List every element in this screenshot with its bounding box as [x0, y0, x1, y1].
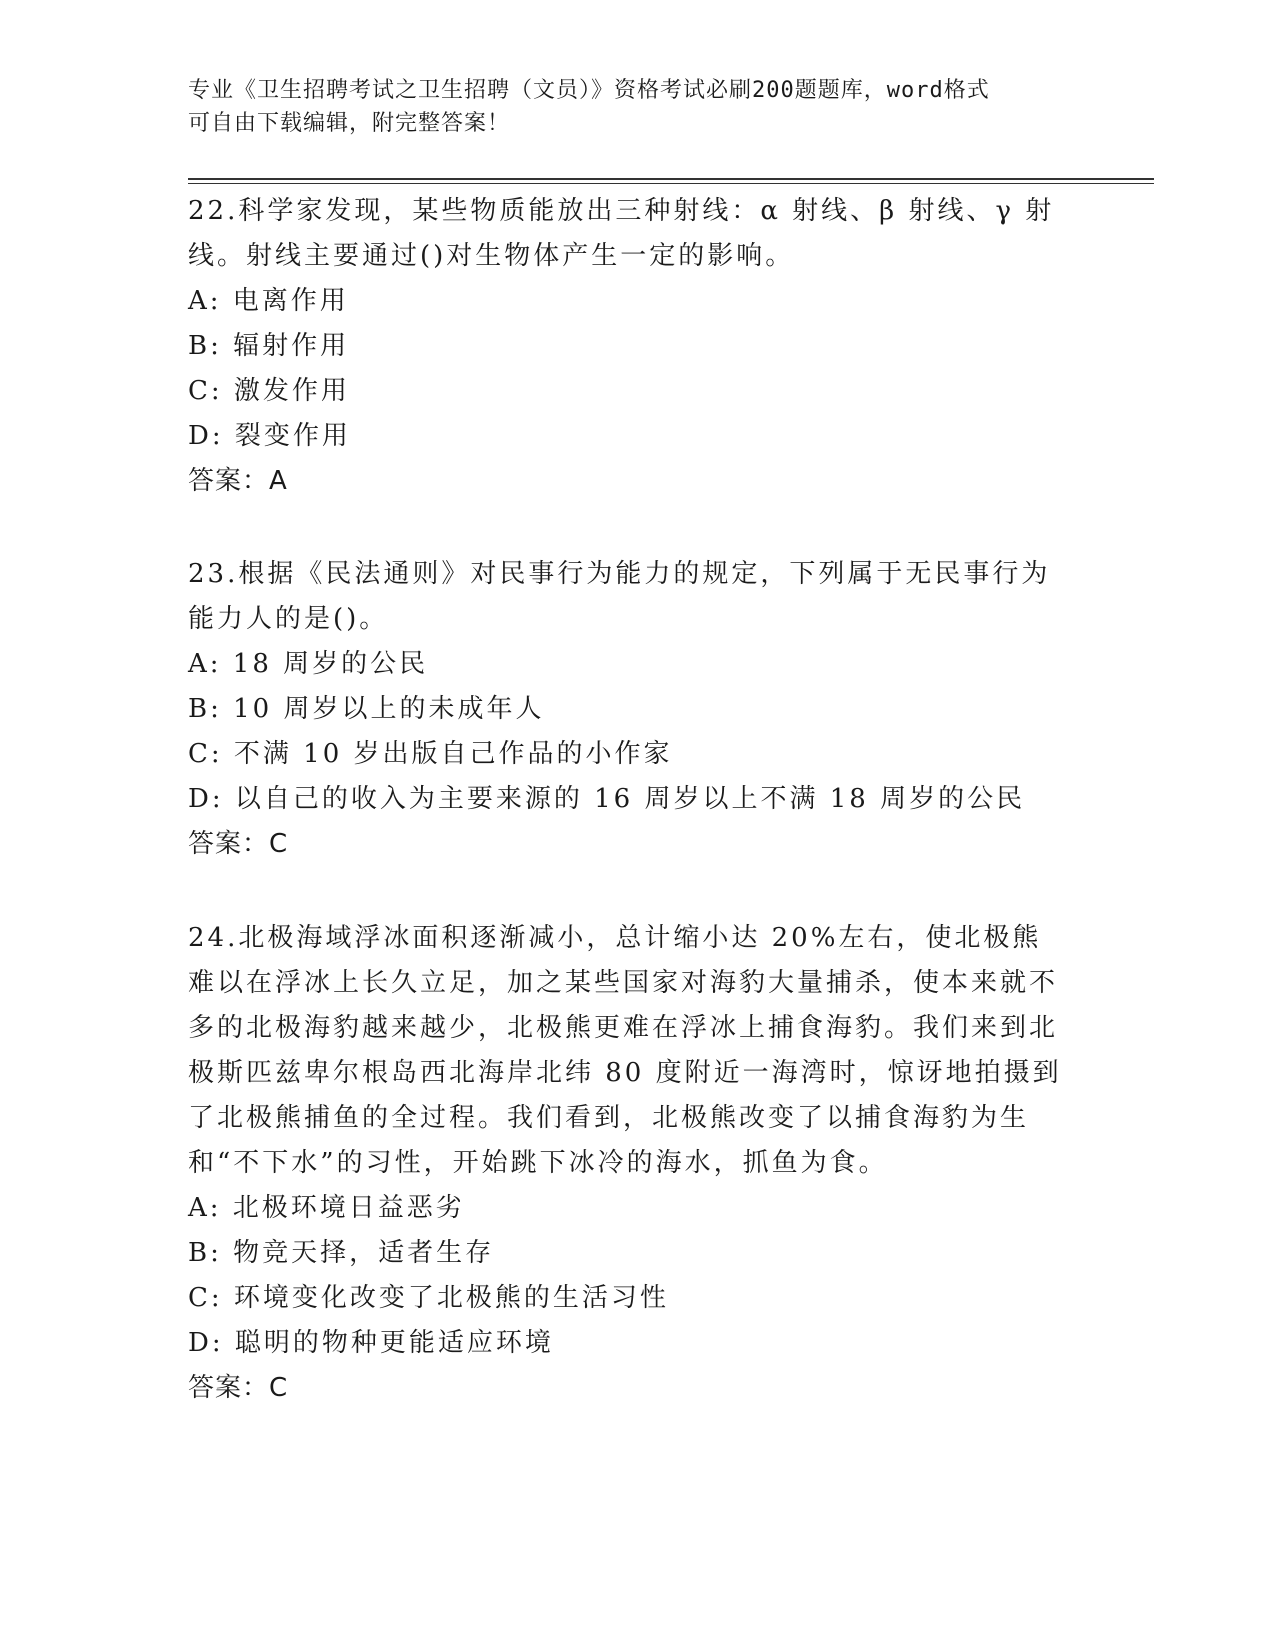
question-22: [188, 189, 1068, 504]
question-stem: 22.科学家发现，某些物质能放出三种射线：α 射线、β 射线、γ 射线。射线主要通过()对生物体产生一定的影响。: [188, 196, 1055, 271]
header-line-1: 专业《卫生招聘考试之卫生招聘（文员）》资格考试必刷200题题库，word格式: [188, 78, 990, 103]
document-header: [188, 74, 1088, 140]
option-d: D: 以自己的收入为主要来源的 16 周岁以上不满 18 周岁的公民: [188, 784, 1026, 814]
header-line-2: 可自由下载编辑，附完整答案！: [188, 111, 511, 136]
header-divider-thin: [188, 183, 1154, 184]
option-c: C: 环境变化改变了北极熊的生活习性: [188, 1283, 669, 1313]
option-d: D: 聪明的物种更能适应环境: [188, 1328, 554, 1358]
option-b: B: 辐射作用: [188, 331, 350, 361]
option-d: D: 裂变作用: [188, 421, 351, 451]
header-divider: [188, 178, 1154, 180]
option-c: C: 不满 10 岁出版自己作品的小作家: [188, 739, 673, 769]
answer: 答案：C: [188, 1373, 289, 1403]
option-a: A: 18 周岁的公民: [188, 649, 429, 679]
option-a: A: 电离作用: [188, 286, 349, 316]
question-stem: 24.北极海域浮冰面积逐渐减小，总计缩小达 20%左右，使北极熊难以在浮冰上长久立足，加之某些国家对海豹大量捕杀，使本来就不多的北极海豹越来越少，北极熊更难在浮冰上捕食海豹。我们来到北极斯匹兹卑尔根岛西北海岸北纬 80 度附近一海湾时，惊讶地拍摄到了北极熊捕鱼的全过程。我们看到，北极熊改变了以捕食海豹为生和“不下水”的习性，开始跳下冰冷的海水，抓鱼为食。: [188, 923, 1062, 1178]
option-b: B: 物竞天择，适者生存: [188, 1238, 495, 1268]
question-stem: 23.根据《民法通则》对民事行为能力的规定，下列属于无民事行为能力人的是()。: [188, 559, 1051, 634]
option-a: A: 北极环境日益恶劣: [188, 1193, 465, 1223]
answer: 答案：A: [188, 466, 288, 496]
question-23: [188, 552, 1068, 867]
option-b: B: 10 周岁以上的未成年人: [188, 694, 545, 724]
option-c: C: 激发作用: [188, 376, 350, 406]
question-24: [188, 916, 1068, 1411]
answer: 答案：C: [188, 829, 289, 859]
